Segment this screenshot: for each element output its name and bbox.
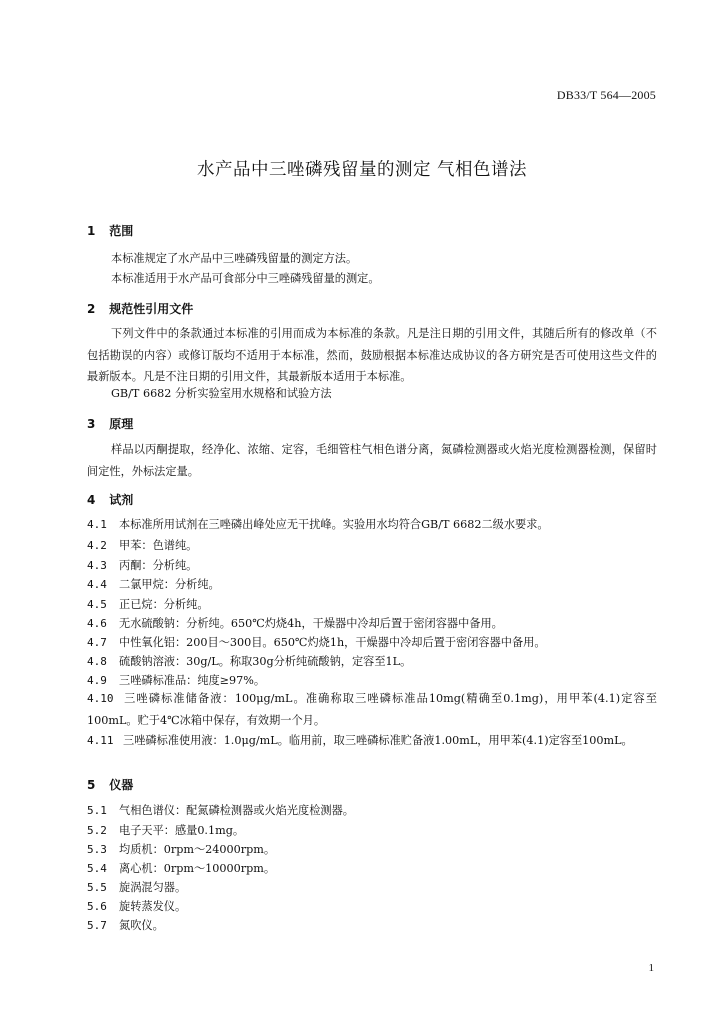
apparatus-item: 5.1 气相色谱仪：配氮磷检测器或火焰光度检测器。 (87, 804, 354, 817)
section-title: 仪器 (109, 778, 134, 792)
section-heading-reagents (87, 491, 133, 508)
reagent-item: 4.4 二氯甲烷：分析纯。 (87, 578, 220, 591)
apparatus-item: 5.7 氮吹仪。 (87, 919, 164, 932)
reagent-item: 4.6 无水硫酸钠：分析纯。650℃灼烧4h，干燥器中冷却后置于密闭容器中备用。 (87, 617, 503, 630)
reagent-item: 4.9 三唑磷标准品：纯度≥97%。 (87, 674, 266, 687)
standard-code: DB33/T 564—2005 (556, 88, 656, 102)
section-heading-scope (87, 222, 133, 239)
document-title: 水产品中三唑磷残留量的测定 气相色谱法 (196, 160, 528, 180)
reagent-item: 4.10 三唑磷标准储备液：100μg/mL。准确称取三唑磷标准品10mg(精确至0.1mg)，用甲苯(4.1)定容至100mL。贮于4℃冰箱中保存，有效期一个月。 (87, 692, 657, 727)
apparatus-item: 5.5 旋涡混匀器。 (87, 881, 187, 894)
reagent-item: 4.11 三唑磷标准使用液：1.0μg/mL。临用前，取三唑磷标准贮备液1.00mL，用甲苯(4.1)定容至100mL。 (87, 734, 633, 747)
reference-entry: GB/T 6682 分析实验室用水规格和试验方法 (111, 387, 332, 400)
reagent-item: 4.2 甲苯：色谱纯。 (87, 539, 198, 552)
apparatus-item: 5.4 离心机：0rpm～10000rpm。 (87, 862, 276, 875)
reagent-item: 4.8 硫酸钠溶液：30g/L。称取30g分析纯硫酸钠，定容至1L。 (87, 655, 412, 668)
apparatus-item: 5.6 旋转蒸发仪。 (87, 900, 187, 913)
section-title: 原理 (109, 417, 134, 431)
section-number: 2 (87, 302, 96, 316)
reagent-item: 4.7 中性氧化铝：200目～300目。650℃灼烧1h，干燥器中冷却后置于密闭容器中备用。 (87, 636, 546, 649)
section-heading-normative-references (87, 300, 193, 317)
apparatus-item: 5.3 均质机：0rpm～24000rpm。 (87, 843, 276, 856)
scope-line: 本标准规定了水产品中三唑磷残留量的测定方法。 (111, 252, 358, 265)
section-number: 3 (87, 417, 96, 431)
section-number: 1 (87, 224, 96, 238)
section-title: 试剂 (109, 493, 134, 507)
references-paragraph: 下列文件中的条款通过本标准的引用而成为本标准的条款。凡是注日期的引用文件，其随后所有的修改单（不包括勘误的内容）或修订版均不适用于本标准，然而，鼓励根据本标准达成协议的各方研究是否可使用这些文件的最新版本。凡是不注日期的引用文件，其最新版本适用于本标准。 (87, 327, 657, 383)
section-title: 规范性引用文件 (109, 302, 194, 316)
section-number: 5 (87, 778, 96, 792)
section-title: 范围 (109, 224, 134, 238)
section-heading-apparatus (87, 776, 133, 793)
section-heading-principle (87, 415, 133, 432)
principle-paragraph: 样品以丙酮提取，经净化、浓缩、定容，毛细管柱气相色谱分离，氮磷检测器或火焰光度检测器检测，保留时间定性，外标法定量。 (87, 443, 657, 478)
page-number: 1 (648, 962, 654, 974)
apparatus-item: 5.2 电子天平：感量0.1mg。 (87, 824, 245, 837)
section-number: 4 (87, 493, 96, 507)
scope-line: 本标准适用于水产品可食部分中三唑磷残留量的测定。 (111, 272, 380, 285)
reagent-item: 4.1 本标准所用试剂在三唑磷出峰处应无干扰峰。实验用水均符合GB/T 6682二级水要求。 (87, 518, 549, 531)
reagent-item: 4.5 正已烷：分析纯。 (87, 598, 209, 611)
reagent-item: 4.3 丙酮：分析纯。 (87, 559, 198, 572)
